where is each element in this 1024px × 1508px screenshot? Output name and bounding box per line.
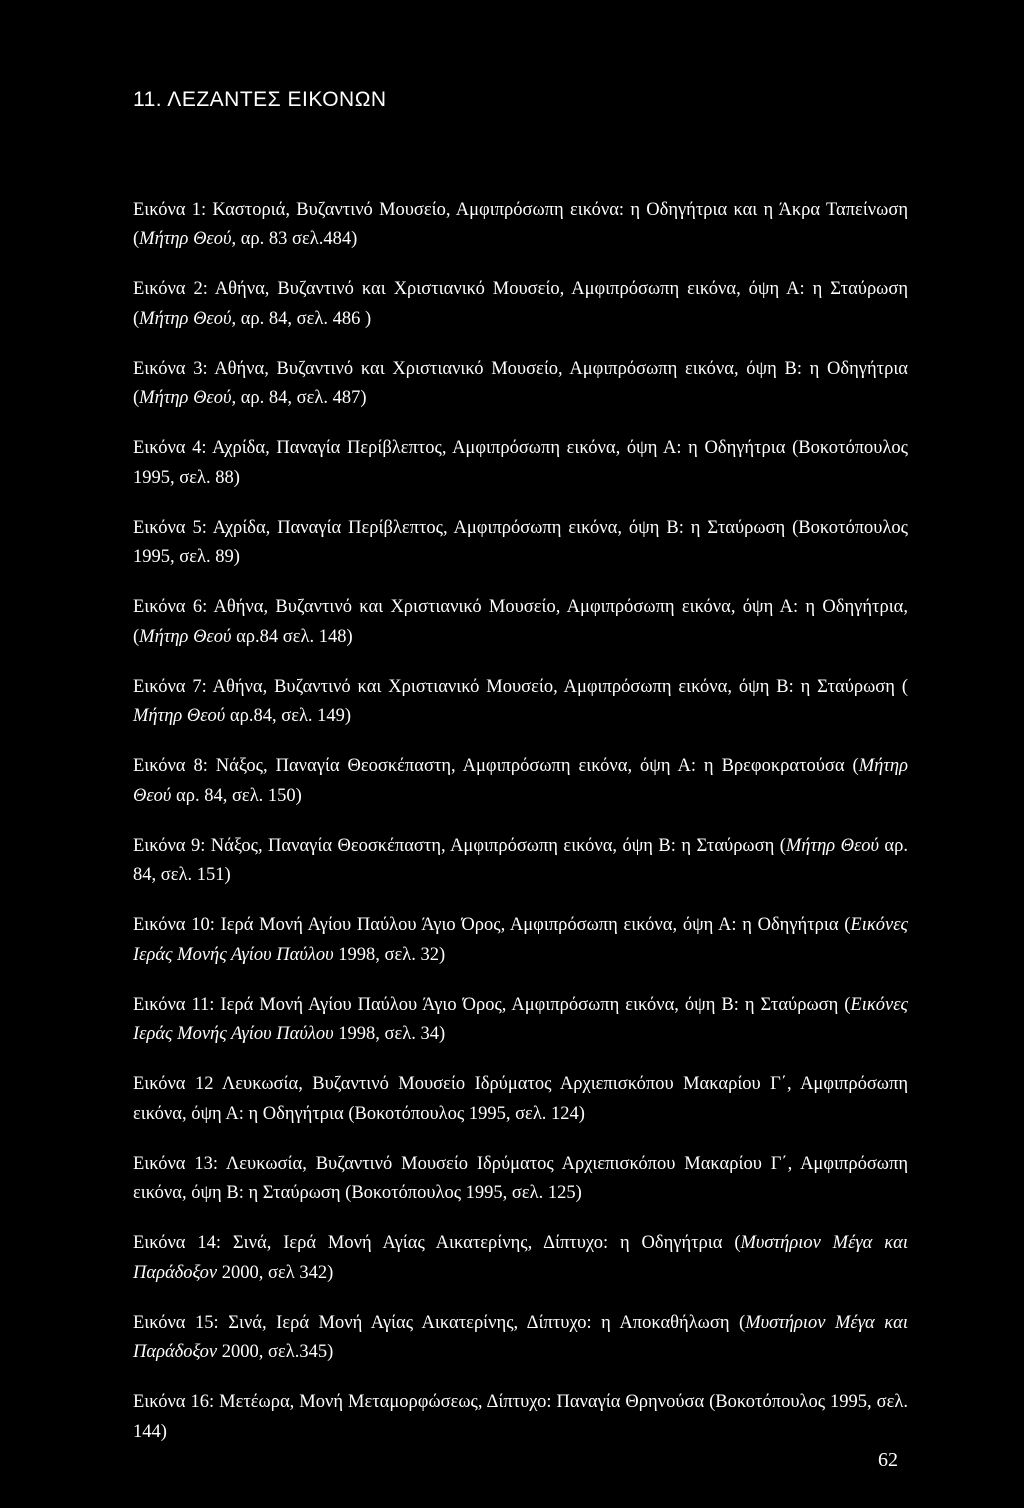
caption-text: Εικόνα 3: Αθήνα, Βυζαντινό και Χριστιανικό Μουσείο, Αμφιπρόσωπη εικόνα, όψη Β: η Οδηγήτρια (Μήτηρ Θεού, αρ. 84, σελ. 487): [133, 358, 908, 408]
caption-text: Εικόνα 2: Αθήνα, Βυζαντινό και Χριστιανικό Μουσείο, Αμφιπρόσωπη εικόνα, όψη Α: η Σταύρωση (Μήτηρ Θεού, αρ. 84, σελ. 486 ): [133, 279, 908, 329]
caption-11: [133, 991, 908, 1050]
caption-14: [133, 1229, 908, 1288]
caption-4: [133, 434, 908, 493]
caption-text: Εικόνα 10: Ιερά Μονή Αγίου Παύλου Άγιο Όρος, Αμφιπρόσωπη εικόνα, όψη Α: η Οδηγήτρια (Εικόνες Ιεράς Μονής Αγίου Παύλου 1998, σελ. 32): [133, 915, 908, 965]
caption-13: [133, 1150, 908, 1209]
caption-text: Εικόνα 11: Ιερά Μονή Αγίου Παύλου Άγιο Όρος, Αμφιπρόσωπη εικόνα, όψη Β: η Σταύρωση (Εικόνες Ιεράς Μονής Αγίου Παύλου 1998, σελ. 34): [133, 994, 908, 1044]
caption-list: [133, 177, 908, 1468]
caption-text: Εικόνα 15: Σινά, Ιερά Μονή Αγίας Αικατερίνης, Δίπτυχο: η Αποκαθήλωση (Μυστήριον Μέγα και Παράδοξον 2000, σελ.345): [133, 1312, 908, 1362]
caption-text: Εικόνα 12 Λευκωσία, Βυζαντινό Μουσείο Ιδρύματος Αρχιεπισκόπου Μακαρίου Γ΄, Αμφιπρόσωπη εικόνα, όψη Α: η Οδηγήτρια (Βοκοτόπουλος 1995, σελ. 124): [133, 1074, 908, 1124]
section-heading: 11. ΛΕΖΑΝΤΕΣ ΕΙΚΟΝΩΝ: [133, 88, 387, 111]
caption-12: [133, 1070, 908, 1129]
caption-15: [133, 1309, 908, 1368]
caption-9: [133, 832, 908, 891]
caption-text: Εικόνα 13: Λευκωσία, Βυζαντινό Μουσείο Ιδρύματος Αρχιεπισκόπου Μακαρίου Γ΄, Αμφιπρόσωπη εικόνα, όψη Β: η Σταύρωση (Βοκοτόπουλος 1995, σελ. 125): [133, 1153, 908, 1203]
caption-text: Εικόνα 16: Μετέωρα, Μονή Μεταμορφώσεως, Δίπτυχο: Παναγία Θρηνούσα (Βοκοτόπουλος 1995, σελ. 144): [133, 1392, 908, 1442]
caption-text: Εικόνα 9: Νάξος, Παναγία Θεοσκέπαστη, Αμφιπρόσωπη εικόνα, όψη Β: η Σταύρωση (Μήτηρ Θεού αρ. 84, σελ. 151): [133, 835, 908, 885]
caption-text: Εικόνα 4: Αχρίδα, Παναγία Περίβλεπτος, Αμφιπρόσωπη εικόνα, όψη Α: η Οδηγήτρια (Βοκοτόπουλος 1995, σελ. 88): [133, 438, 908, 488]
caption-text: Εικόνα 5: Αχρίδα, Παναγία Περίβλεπτος, Αμφιπρόσωπη εικόνα, όψη Β: η Σταύρωση (Βοκοτόπουλος 1995, σελ. 89): [133, 517, 908, 567]
caption-6: [133, 593, 908, 652]
caption-5: [133, 514, 908, 573]
page-number: 62: [878, 1449, 898, 1471]
caption-16: [133, 1388, 908, 1447]
caption-1: [133, 196, 908, 255]
caption-7: [133, 673, 908, 732]
caption-text: Εικόνα 6: Αθήνα, Βυζαντινό και Χριστιανικό Μουσείο, Αμφιπρόσωπη εικόνα, όψη Α: η Οδηγήτρια, (Μήτηρ Θεού αρ.84 σελ. 148): [133, 597, 908, 647]
caption-text: Εικόνα 1: Καστοριά, Βυζαντινό Μουσείο, Αμφιπρόσωπη εικόνα: η Οδηγήτρια και η Άκρα Ταπείνωση (Μήτηρ Θεού, αρ. 83 σελ.484): [133, 199, 908, 249]
caption-10: [133, 911, 908, 970]
caption-3: [133, 355, 908, 414]
caption-text: Εικόνα 8: Νάξος, Παναγία Θεοσκέπαστη, Αμφιπρόσωπη εικόνα, όψη Α: η Βρεφοκρατούσα (Μήτηρ Θεού αρ. 84, σελ. 150): [133, 756, 908, 806]
caption-8: [133, 752, 908, 811]
caption-text: Εικόνα 7: Αθήνα, Βυζαντινό και Χριστιανικό Μουσείο, Αμφιπρόσωπη εικόνα, όψη Β: η Σταύρωση ( Μήτηρ Θεού αρ.84, σελ. 149): [133, 676, 908, 726]
caption-2: [133, 275, 908, 334]
caption-text: Εικόνα 14: Σινά, Ιερά Μονή Αγίας Αικατερίνης, Δίπτυχο: η Οδηγήτρια (Μυστήριον Μέγα και Παράδοξον 2000, σελ 342): [133, 1233, 908, 1283]
